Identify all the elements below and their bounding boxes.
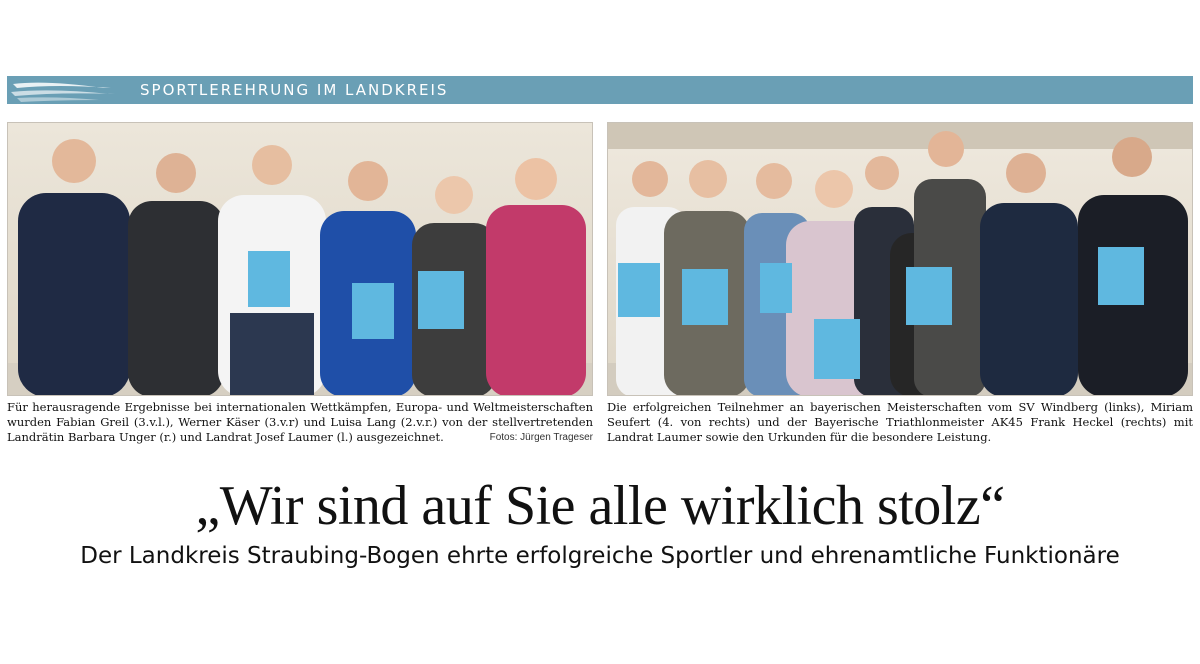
section-title: SPORTLEREHRUNG IM LANDKREIS [140,81,449,99]
photo-caption-right [607,400,1193,445]
photo-caption-left [7,400,593,445]
article-headline: „Wir sind auf Sie alle wirklich stolz“ [195,475,1005,537]
banner-swoosh-logo [7,76,117,104]
photo-award-bavarian [607,122,1193,396]
section-banner [7,76,1193,104]
photo-credit: Fotos: Jürgen Trageser [489,432,593,443]
caption-text: Für herausragende Ergebnisse bei internationalen Wettkämpfen, Europa- und Weltmeisterschaften wurden Fabian Greil (3.v.l.), Werner Käser (3.v.r) und Luisa Lang (2.v.r.) von der stellvertretenden Landrätin Barbara Unger (r.) und Landrat Josef Laumer (l.) ausgezeichnet. [7,400,593,444]
article-subheadline: Der Landkreis Straubing-Bogen ehrte erfolgreiche Sportler und ehrenamtliche Funktionäre [80,543,1120,569]
caption-text: Die erfolgreichen Teilnehmer an bayerischen Meisterschaften vom SV Windberg (links), Miriam Seufert (4. von rechts) und der Bayerische Triathlonmeister AK45 Frank Heckel (rechts) mit Landrat Laumer sowie den Urkunden für die besondere Leistung. [607,400,1193,444]
photo-award-international [7,122,593,396]
